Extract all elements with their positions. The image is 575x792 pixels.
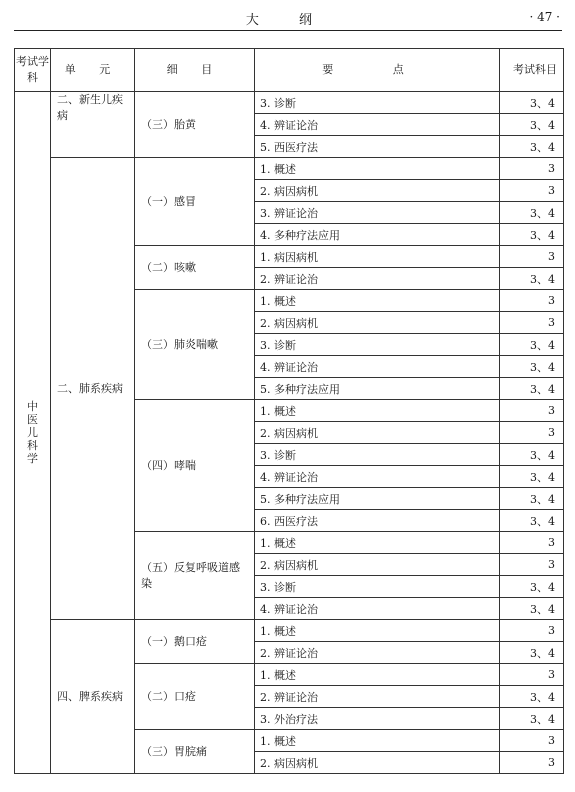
header-unit: 单 元 bbox=[51, 49, 135, 92]
point-cell: 1. 概述 bbox=[255, 158, 500, 180]
point-cell: 2. 辨证论治 bbox=[255, 268, 500, 290]
exam-cell: 3、4 bbox=[500, 576, 564, 598]
exam-cell: 3、4 bbox=[500, 686, 564, 708]
unit-cell: 四、脾系疾病 bbox=[51, 620, 135, 774]
exam-cell: 3 bbox=[500, 180, 564, 202]
detail-cell: （一）鹅口疮 bbox=[135, 620, 255, 664]
point-cell: 3. 诊断 bbox=[255, 444, 500, 466]
exam-cell: 3、4 bbox=[500, 510, 564, 532]
exam-cell: 3 bbox=[500, 290, 564, 312]
table-body bbox=[15, 92, 564, 774]
subject-cell bbox=[15, 92, 51, 774]
point-cell: 3. 外治疗法 bbox=[255, 708, 500, 730]
header-point: 要 点 bbox=[255, 49, 500, 92]
point-cell: 1. 概述 bbox=[255, 290, 500, 312]
running-title: 大 纲 bbox=[245, 13, 331, 28]
point-cell: 4. 辨证论治 bbox=[255, 466, 500, 488]
unit-cell: 二、肺系疾病 bbox=[51, 158, 135, 620]
point-cell: 1. 概述 bbox=[255, 730, 500, 752]
table-row bbox=[15, 620, 564, 642]
detail-cell: （一）感冒 bbox=[135, 158, 255, 246]
point-cell: 4. 辨证论治 bbox=[255, 114, 500, 136]
table-row bbox=[15, 158, 564, 180]
point-cell: 3. 诊断 bbox=[255, 576, 500, 598]
exam-cell: 3、4 bbox=[500, 378, 564, 400]
point-cell: 1. 病因病机 bbox=[255, 246, 500, 268]
page-header bbox=[14, 8, 562, 31]
exam-cell: 3、4 bbox=[500, 92, 564, 114]
unit-cell: 二、新生儿疾病 bbox=[51, 92, 135, 158]
point-cell: 2. 病因病机 bbox=[255, 312, 500, 334]
syllabus-table bbox=[14, 48, 564, 774]
page-number: · 47 · bbox=[529, 10, 560, 24]
header-detail: 细 目 bbox=[135, 49, 255, 92]
point-cell: 1. 概述 bbox=[255, 664, 500, 686]
point-cell: 4. 多种疗法应用 bbox=[255, 224, 500, 246]
point-cell: 2. 辨证论治 bbox=[255, 642, 500, 664]
exam-cell: 3 bbox=[500, 400, 564, 422]
point-cell: 2. 病因病机 bbox=[255, 554, 500, 576]
point-cell: 1. 概述 bbox=[255, 620, 500, 642]
point-cell: 5. 多种疗法应用 bbox=[255, 488, 500, 510]
point-cell: 2. 病因病机 bbox=[255, 752, 500, 774]
point-cell: 2. 辨证论治 bbox=[255, 686, 500, 708]
point-cell: 1. 概述 bbox=[255, 532, 500, 554]
exam-cell: 3 bbox=[500, 158, 564, 180]
exam-cell: 3、4 bbox=[500, 114, 564, 136]
table-row bbox=[15, 92, 564, 114]
detail-cell: （三）胎黄 bbox=[135, 92, 255, 158]
point-cell: 6. 西医疗法 bbox=[255, 510, 500, 532]
exam-cell: 3 bbox=[500, 312, 564, 334]
exam-cell: 3、4 bbox=[500, 708, 564, 730]
exam-cell: 3、4 bbox=[500, 488, 564, 510]
point-cell: 3. 辨证论治 bbox=[255, 202, 500, 224]
table-header-row bbox=[15, 49, 564, 92]
subject-label: 中医儿科学 bbox=[27, 400, 38, 465]
exam-cell: 3、4 bbox=[500, 136, 564, 158]
header-exam: 考试科目 bbox=[500, 49, 564, 92]
detail-cell: （三）胃脘痛 bbox=[135, 730, 255, 774]
exam-cell: 3、4 bbox=[500, 642, 564, 664]
exam-cell: 3 bbox=[500, 620, 564, 642]
exam-cell: 3、4 bbox=[500, 598, 564, 620]
point-cell: 3. 诊断 bbox=[255, 334, 500, 356]
detail-cell: （二）口疮 bbox=[135, 664, 255, 730]
exam-cell: 3、4 bbox=[500, 444, 564, 466]
detail-cell: （三）肺炎喘嗽 bbox=[135, 290, 255, 400]
point-cell: 2. 病因病机 bbox=[255, 422, 500, 444]
exam-cell: 3、4 bbox=[500, 268, 564, 290]
point-cell: 4. 辨证论治 bbox=[255, 356, 500, 378]
exam-cell: 3、4 bbox=[500, 224, 564, 246]
exam-cell: 3、4 bbox=[500, 334, 564, 356]
point-cell: 1. 概述 bbox=[255, 400, 500, 422]
detail-cell: （二）咳嗽 bbox=[135, 246, 255, 290]
point-cell: 2. 病因病机 bbox=[255, 180, 500, 202]
exam-cell: 3 bbox=[500, 422, 564, 444]
detail-cell: （四）哮喘 bbox=[135, 400, 255, 532]
exam-cell: 3、4 bbox=[500, 202, 564, 224]
exam-cell: 3 bbox=[500, 532, 564, 554]
exam-cell: 3 bbox=[500, 554, 564, 576]
exam-cell: 3 bbox=[500, 664, 564, 686]
point-cell: 3. 诊断 bbox=[255, 92, 500, 114]
header-subject: 考试学科 bbox=[15, 49, 51, 92]
exam-cell: 3、4 bbox=[500, 356, 564, 378]
exam-cell: 3 bbox=[500, 730, 564, 752]
detail-cell: （五）反复呼吸道感染 bbox=[135, 532, 255, 620]
point-cell: 5. 多种疗法应用 bbox=[255, 378, 500, 400]
point-cell: 4. 辨证论治 bbox=[255, 598, 500, 620]
exam-cell: 3 bbox=[500, 246, 564, 268]
exam-cell: 3、4 bbox=[500, 466, 564, 488]
exam-cell: 3 bbox=[500, 752, 564, 774]
point-cell: 5. 西医疗法 bbox=[255, 136, 500, 158]
